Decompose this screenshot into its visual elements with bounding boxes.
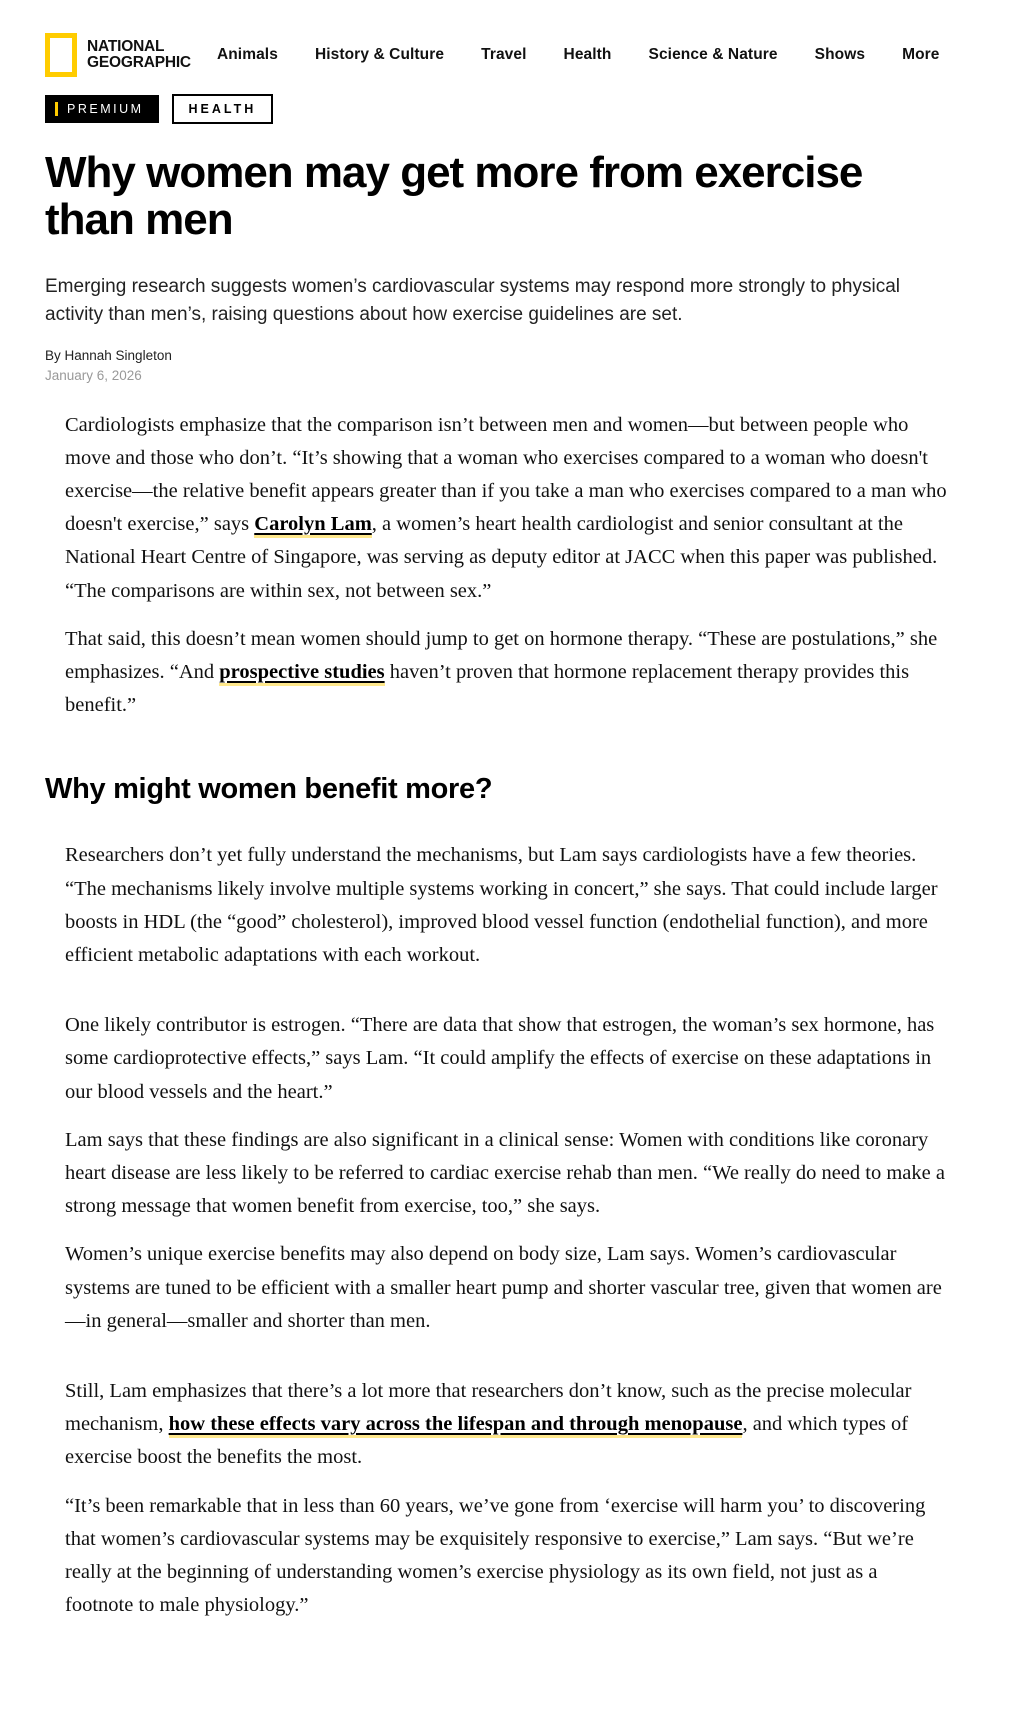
article-paragraph xyxy=(65,1009,950,1109)
paragraph-text: , and which types of exercise boost the benefits the most. xyxy=(65,1413,909,1469)
natgeo-yellow-frame-icon xyxy=(45,33,77,77)
nav-item-more[interactable]: More xyxy=(902,46,940,63)
paragraph-text: One likely contributor is estrogen. “There are data that show that estrogen, the woman’s sex hormone, has some cardioprotective effects,” says Lam. “It could amplify the effects of exercise on these adaptations in our blood vessels and the heart.” xyxy=(65,1014,935,1103)
nav-item-travel[interactable]: Travel xyxy=(481,46,527,63)
paragraph-text: Lam says that these findings are also significant in a clinical sense: Women with conditions like coronary heart disease are less likely to be referred to cardiac exercise rehab than men. “We really do need to make a strong message that women benefit from exercise, too,” she says. xyxy=(65,1128,945,1218)
paragraph-text: Women’s unique exercise benefits may also depend on body size, Lam says. Women’s cardiovascular systems are tuned to be efficient with a smaller heart pump and shorter vascular tree, given that women are—in general—smaller and shorter than men. xyxy=(65,1243,942,1332)
paragraph-text: That said, this doesn’t mean women should jump to get on hormone therapy. “These are postulations,” she emphasizes. “And xyxy=(65,627,938,683)
nav-item-history-culture[interactable]: History & Culture xyxy=(314,46,445,63)
inline-link[interactable]: how these effects vary across the lifespan and through menopause xyxy=(168,1413,743,1436)
article-paragraph xyxy=(65,409,950,608)
nav-item-science-nature[interactable]: Science & Nature xyxy=(648,46,778,63)
badge-row xyxy=(45,94,983,124)
article-title: Why women may get more from exercise than men xyxy=(45,148,863,244)
article-paragraph xyxy=(65,839,950,972)
paragraph-text: “It’s been remarkable that in less than 60 years, we’ve gone from ‘exercise will harm you’ to discovering that women’s cardiovascular systems may be exquisitely responsive to exercise,” Lam says. “But we’re really at the beginning of understanding women’s exercise physiology as its own field, not just as a footnote to male physiology.” xyxy=(65,1494,926,1617)
site-header xyxy=(45,33,983,77)
article-date: January 6, 2026 xyxy=(45,367,142,383)
premium-badge xyxy=(45,95,159,123)
paragraph-text: , a women’s heart health cardiologist and senior consultant at the National Heart Centre of Singapore, was serving as deputy editor at JACC when this paper was published. “The comparisons are within sex, not between sex.” xyxy=(65,513,938,602)
paragraph-text: Cardiologists emphasize that the comparison isn’t between men and women—but between people who move and those who don’t. “It’s showing that a woman who exercises compared to a woman who doesn't exercise—the relative benefit appears greater than if you take a man who exercises compared to a man who doesn't exercise,” says xyxy=(65,413,947,536)
article-body xyxy=(45,409,950,1623)
article-subtitle: Emerging research suggests women’s cardiovascular systems may respond more strongly to physical activity than men’s, raising questions about how exercise guidelines are set. xyxy=(45,275,901,325)
logo-line1: NATIONAL xyxy=(87,38,165,55)
article-paragraph xyxy=(65,623,950,723)
section-heading: Why might women benefit more? xyxy=(45,773,493,806)
premium-yellow-bar-icon xyxy=(55,102,58,116)
inline-link[interactable]: prospective studies xyxy=(219,660,385,683)
primary-nav xyxy=(217,46,940,64)
article-paragraph xyxy=(65,1124,950,1224)
paragraph-text: Researchers don’t yet fully understand the mechanisms, but Lam says cardiologists have a few theories. “The mechanisms likely involve multiple systems working in concert,” she says. That could include larger boosts in HDL (the “good” cholesterol), improved blood vessel function (endothelial function), and more efficient metabolic adaptations with each workout. xyxy=(65,844,938,966)
nav-item-health[interactable]: Health xyxy=(563,46,612,63)
natgeo-logo-text xyxy=(87,39,191,71)
category-badge-label: HEALTH xyxy=(188,102,257,116)
category-badge-health[interactable] xyxy=(172,94,274,124)
inline-link[interactable]: Carolyn Lam xyxy=(254,513,372,536)
article-byline: By Hannah Singleton xyxy=(45,347,172,363)
paragraph-text: Still, Lam emphasizes that there’s a lot more that researchers don’t know, such as the precise molecular mechanism, xyxy=(65,1380,912,1436)
paragraph-text: haven’t proven that hormone replacement therapy provides this benefit.” xyxy=(65,660,910,717)
natgeo-logo[interactable] xyxy=(45,33,191,77)
article-paragraph xyxy=(65,1375,950,1475)
premium-badge-label: PREMIUM xyxy=(67,102,144,116)
logo-line2: GEOGRAPHIC xyxy=(87,54,191,71)
nav-item-animals[interactable]: Animals xyxy=(216,46,278,63)
article-paragraph xyxy=(65,1490,950,1623)
article-paragraph xyxy=(65,1238,950,1338)
nav-item-shows[interactable]: Shows xyxy=(814,46,866,63)
